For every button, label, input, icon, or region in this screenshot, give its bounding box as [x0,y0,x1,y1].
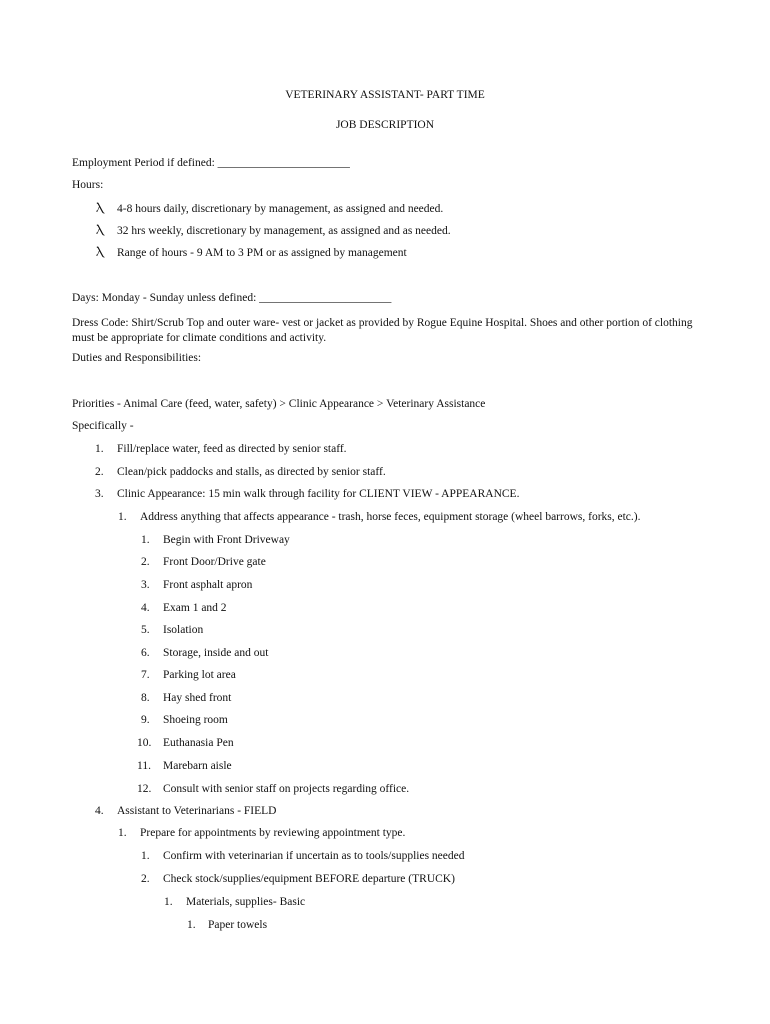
list-number: 4. [95,805,104,817]
list-number: 1. [187,919,196,931]
list-item: Marebarn aisle [163,760,232,772]
list-number: 2. [141,556,150,568]
days-line: Days: Monday - Sunday unless defined: _______________________ [72,292,392,304]
bullet-marker: Ⲗ [96,247,104,259]
list-number: 9. [141,714,150,726]
list-item: Materials, supplies- Basic [186,896,306,908]
list-number: 6. [141,647,150,659]
list-item: Storage, inside and out [163,647,269,659]
bullet-marker: Ⲗ [96,203,104,215]
list-number: 1. [141,850,150,862]
list-item: Fill/replace water, feed as directed by senior staff. [117,443,347,455]
list-item: Begin with Front Driveway [163,534,290,546]
list-item: Assistant to Veterinarians - FIELD [117,805,277,817]
list-item: Parking lot area [163,669,236,681]
list-number: 4. [141,602,150,614]
list-number: 10. [137,737,152,749]
list-item: Confirm with veterinarian if uncertain as to tools/supplies needed [163,850,465,862]
list-number: 8. [141,692,150,704]
priorities-line: Priorities - Animal Care (feed, water, safety) > Clinic Appearance > Veterinary Assistance [72,398,486,410]
list-number: 1. [141,534,150,546]
list-number: 2. [141,873,150,885]
list-number: 5. [141,624,150,636]
list-item: Shoeing room [163,714,228,726]
list-item: Isolation [163,624,204,636]
list-number: 1. [164,896,173,908]
list-number: 11. [137,760,151,772]
employment-period-line: Employment Period if defined: _______________________ [72,157,350,169]
list-number: 3. [141,579,150,591]
list-item: Front Door/Drive gate [163,556,266,568]
hours-item: Range of hours - 9 AM to 3 PM or as assigned by management [117,247,407,259]
list-item: Consult with senior staff on projects regarding office. [163,783,410,795]
list-number: 3. [95,488,104,500]
list-item: Address anything that affects appearance - trash, horse feces, equipment storage (wheel barrows, forks, etc.). [140,511,641,523]
list-number: 2. [95,466,104,478]
list-number: 1. [118,827,127,839]
duties-heading: Duties and Responsibilities: [72,352,202,364]
bullet-marker: Ⲗ [96,225,104,237]
list-item: Check stock/supplies/equipment BEFORE departure (TRUCK) [163,873,455,885]
list-item: Prepare for appointments by reviewing appointment type. [140,827,406,839]
list-number: 1. [118,511,127,523]
list-number: 12. [137,783,152,795]
list-item: Hay shed front [163,692,232,704]
list-item: Front asphalt apron [163,579,253,591]
list-item: Paper towels [208,919,268,931]
document-title: VETERINARY ASSISTANT- PART TIME [285,89,485,101]
list-item: Euthanasia Pen [163,737,234,749]
list-item: Clinic Appearance: 15 min walk through facility for CLIENT VIEW - APPEARANCE. [117,488,520,500]
list-number: 7. [141,669,150,681]
list-item: Clean/pick paddocks and stalls, as directed by senior staff. [117,466,386,478]
hours-label: Hours: [72,179,104,191]
hours-item: 4-8 hours daily, discretionary by management, as assigned and needed. [117,203,444,215]
dress-code-paragraph: Dress Code: Shirt/Scrub Top and outer ware- vest or jacket as provided by Rogue Equine Hospital. Shoes and other portion of clothing must be appropriate for climate conditions and activity. [72,317,693,344]
hours-item: 32 hrs weekly, discretionary by management, as assigned and as needed. [117,225,451,237]
specifically-label: Specifically - [72,420,134,432]
list-number: 1. [95,443,104,455]
document-subtitle: JOB DESCRIPTION [335,119,435,131]
list-item: Exam 1 and 2 [163,602,227,614]
